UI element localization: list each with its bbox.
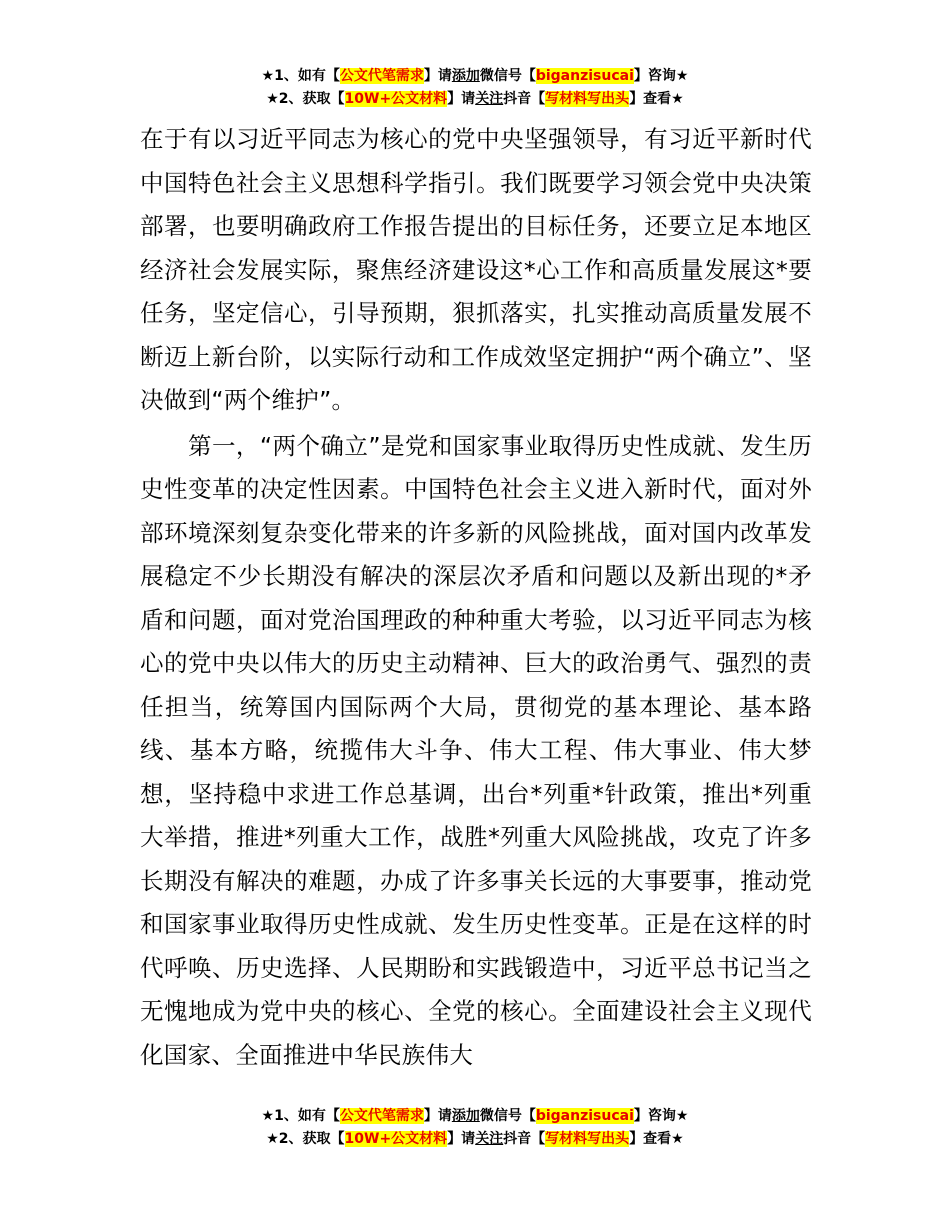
paragraph-first-point: 第一，“两个确立”是党和国家事业取得历史性成就、发生历史性变革的决定性因素。中国特色社会主义进入新时代，面对外部环境深刻复杂变化带来的许多新的风险挑战，面对国内改革发展稳定不少长期没有解决的深层次矛盾和问题以及新出现的*矛盾和问题，面对党治国理政的种种重大考验，以习近平同志为核心的党中央以伟大的历史主动精神、巨大的政治勇气、强烈的责任担当，统筹国内国际两个大局，贯彻党的基本理论、基本路线、基本方略，统揽伟大斗争、伟大工程、伟大事业、伟大梦想，坚持稳中求进工作总基调，出台*列重*针政策，推出*列重大举措，推进*列重大工作，战胜*列重大风险挑战，攻克了许多长期没有解决的难题，办成了许多事关长远的大事要事，推动党和国家事业取得历史性成就、发生历史性变革。正是在这样的时代呼唤、历史选择、人民期盼和实践锻造中，习近平总书记当之无愧地成为党中央的核心、全党的核心。全面建设社会主义现代化国家、全面推进中华民族伟大 [140,431,812,1069]
banner-text: 】咨询★ [633,1108,689,1124]
banner-highlight: 10W+公文材料 [344,1131,448,1147]
banner-highlight: biganzisucai [535,68,634,84]
footer-banner [0,1105,950,1151]
banner-text: 】请 [447,1131,476,1147]
banner-line-1 [0,1105,950,1128]
document-body [140,118,812,1077]
banner-emphasis: 关注 [475,91,504,107]
banner-text: ★2、获取【 [266,1131,345,1147]
banner-highlight: 10W+公文材料 [344,91,448,107]
banner-emphasis: 添加 [451,1108,480,1124]
banner-line-2 [0,1128,950,1151]
banner-text: 抖音【 [503,1131,546,1147]
banner-text: ★2、获取【 [266,91,345,107]
banner-emphasis: 关注 [475,1131,504,1147]
banner-text: 抖音【 [503,91,546,107]
banner-emphasis: 添加 [451,68,480,84]
banner-text: ★1、如有【 [261,68,340,84]
banner-text: 微信号【 [479,68,536,84]
banner-line-2 [0,88,950,111]
banner-highlight: 写材料写出头 [545,1131,630,1147]
banner-highlight: 写材料写出头 [545,91,630,107]
banner-text: 】请 [423,1108,452,1124]
banner-text: 】查看★ [629,1131,684,1147]
banner-text: 】查看★ [629,91,684,107]
banner-highlight: 公文代笔需求 [339,1108,424,1124]
banner-line-1 [0,65,950,88]
paragraph-continuation: 在于有以习近平同志为核心的党中央坚强领导，有习近平新时代中国特色社会主义思想科学指引。我们既要学习领会党中央决策部署，也要明确政府工作报告提出的目标任务，还要立足本地区经济社会发展实际，聚焦经济建设这*心工作和高质量发展这*要任务，坚定信心，引导预期，狠抓落实，扎实推动高质量发展不断迈上新台阶，以实际行动和工作成效坚定拥护“两个确立”、坚决做到“两个维护”。 [140,125,812,414]
banner-text: 】咨询★ [633,68,689,84]
banner-text: 】请 [423,68,452,84]
banner-highlight: 公文代笔需求 [339,68,424,84]
header-banner [0,65,950,111]
banner-text: 】请 [447,91,476,107]
banner-text: ★1、如有【 [261,1108,340,1124]
banner-highlight: biganzisucai [535,1108,634,1124]
banner-text: 微信号【 [479,1108,536,1124]
